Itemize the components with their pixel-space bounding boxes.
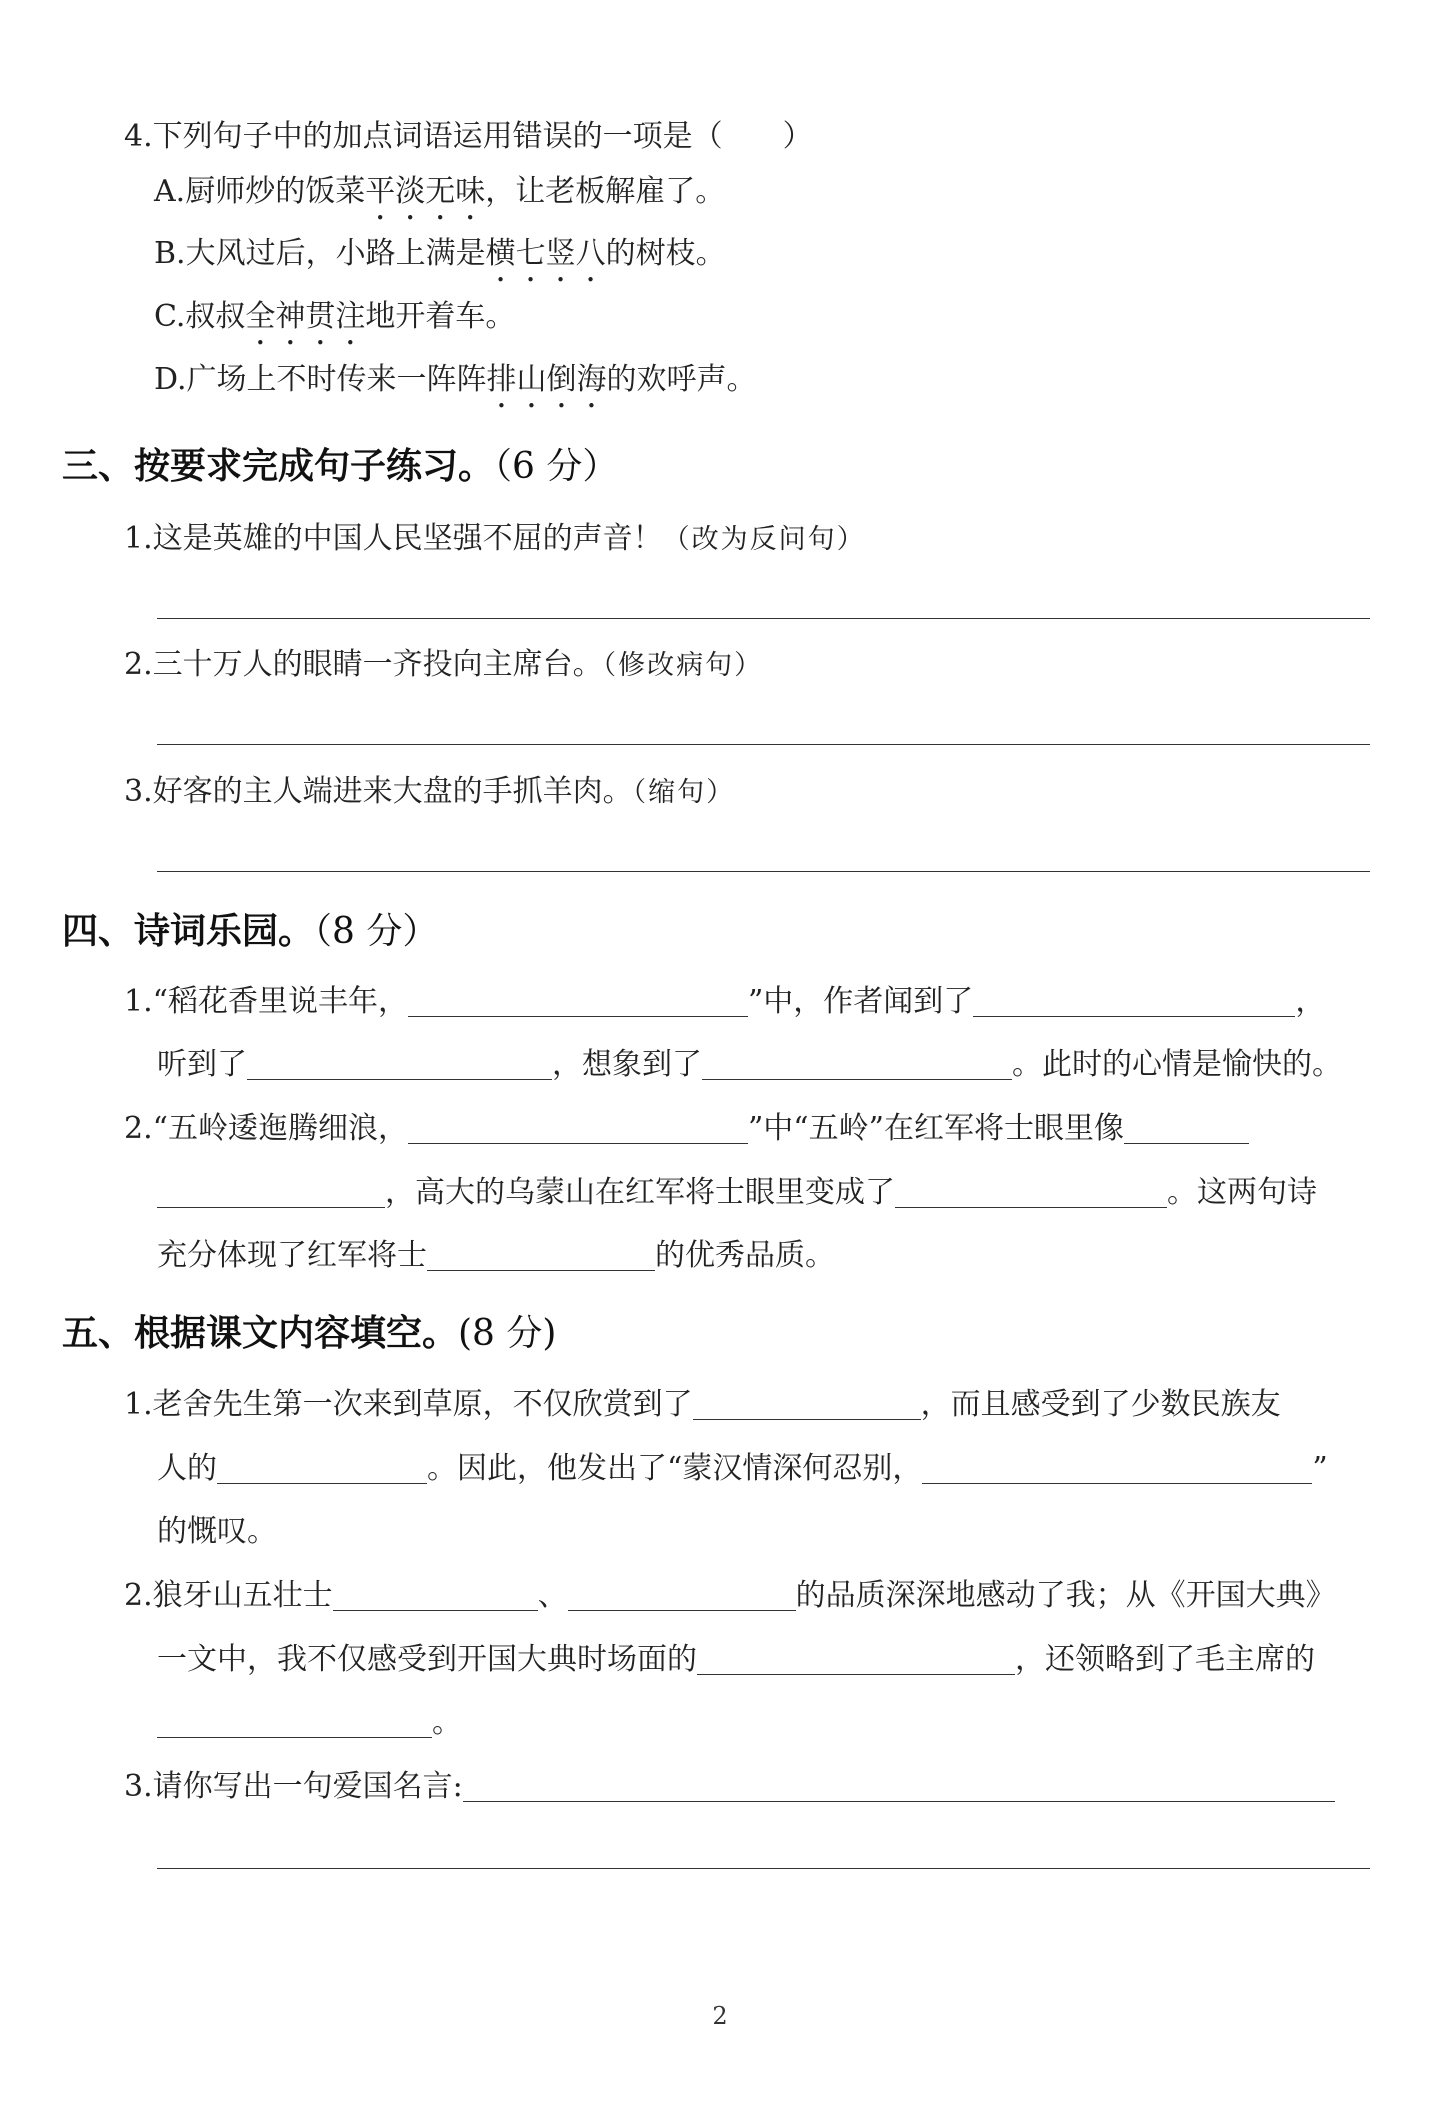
s5-q2-line3: 。 — [157, 1703, 462, 1743]
fill-blank[interactable] — [1124, 1113, 1249, 1144]
fill-blank[interactable] — [408, 986, 748, 1017]
s5-q3: 3.请你写出一句爱国名言: — [124, 1767, 1335, 1807]
fill-blank[interactable] — [217, 1453, 427, 1484]
fill-blank[interactable] — [247, 1049, 552, 1080]
s4-q2-line2: ，高大的乌蒙山在红军将士眼里变成了 。这两句诗 — [157, 1173, 1317, 1213]
s5-q1-line1: 1.老舍先生第一次来到草原，不仅欣赏到了 ，而且感受到了少数民族友 — [124, 1387, 1281, 1422]
fill-blank[interactable] — [973, 986, 1295, 1017]
s4-q2-line1: 2.“五岭逶迤腾细浪， ”中“五岭”在红军将士眼里像 — [124, 1109, 1249, 1149]
q4-option-b: B.大风过后，小路上满是横七竖八的树枝。 — [154, 236, 726, 271]
fill-blank[interactable] — [697, 1644, 1015, 1675]
fill-blank[interactable] — [333, 1580, 538, 1611]
s3-item-3: 3.好客的主人端进来大盘的手抓羊肉。（缩句） — [124, 774, 736, 809]
q4-stem: 4.下列句子中的加点词语运用错误的一项是（ ） — [124, 119, 813, 154]
fill-blank[interactable] — [157, 1707, 432, 1738]
s4-q2-line3: 充分体现了红军将士 的优秀品质。 — [157, 1238, 835, 1273]
q4-option-c: C.叔叔全神贯注地开着车。 — [154, 299, 516, 334]
s4-q1-line2: 听到了 ，想象到了 。此时的心情是愉快的。 — [157, 1047, 1342, 1082]
answer-line[interactable] — [157, 1868, 1370, 1869]
s5-q1-line3: 的慨叹。 — [157, 1514, 277, 1549]
dotted-phrase: 排山倒海 — [486, 362, 607, 397]
page-number: 2 — [712, 2002, 728, 2030]
fill-blank[interactable] — [693, 1389, 921, 1420]
section-5-heading: 五、根据课文内容填空。(8 分) — [62, 1312, 557, 1354]
s3-item-1: 1.这是英雄的中国人民坚强不屈的声音！（改为反问句） — [124, 521, 866, 556]
q4-option-d: D.广场上不时传来一阵阵排山倒海的欢呼声。 — [154, 362, 757, 397]
dotted-phrase: 横七竖八 — [485, 236, 606, 271]
fill-blank[interactable] — [922, 1453, 1312, 1484]
section-3-heading: 三、按要求完成句子练习。（6 分） — [62, 445, 619, 487]
fill-blank[interactable] — [702, 1049, 1012, 1080]
fill-blank[interactable] — [427, 1240, 655, 1271]
fill-blank[interactable] — [463, 1771, 1335, 1802]
answer-line[interactable] — [157, 618, 1370, 619]
s3-item-2: 2.三十万人的眼睛一齐投向主席台。（修改病句） — [124, 647, 764, 682]
fill-blank[interactable] — [568, 1580, 796, 1611]
s5-q2-line2: 一文中，我不仅感受到开国大典时场面的 ，还领略到了毛主席的 — [157, 1642, 1315, 1677]
s4-q1-line1: 1.“稻花香里说丰年， ”中，作者闻到了 ， — [124, 984, 1326, 1019]
s5-q1-line2: 人的 。因此，他发出了“蒙汉情深何忍别， ” — [157, 1451, 1328, 1486]
dotted-phrase: 全神贯注 — [245, 299, 366, 334]
answer-line[interactable] — [157, 744, 1370, 745]
dotted-phrase: 平淡无味 — [365, 174, 486, 209]
fill-blank[interactable] — [157, 1177, 385, 1208]
fill-blank[interactable] — [895, 1177, 1167, 1208]
section-4-heading: 四、诗词乐园。（8 分） — [62, 910, 439, 952]
q4-option-a: A.厨师炒的饭菜平淡无味，让老板解雇了。 — [154, 174, 726, 209]
s5-q2-line1: 2.狼牙山五壮士 、 的品质深深地感动了我；从《开国大典》 — [124, 1578, 1336, 1613]
fill-blank[interactable] — [408, 1113, 748, 1144]
answer-line[interactable] — [157, 871, 1370, 872]
